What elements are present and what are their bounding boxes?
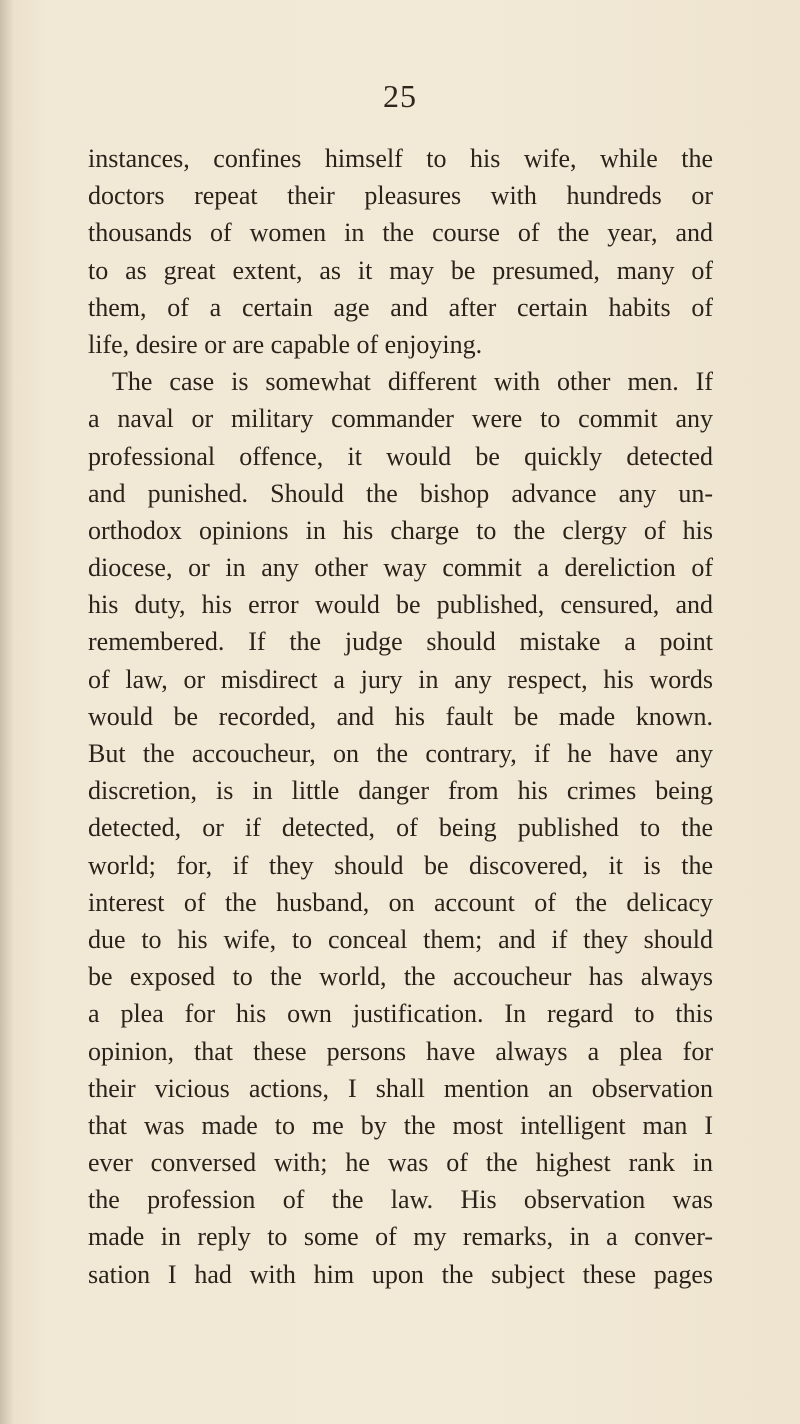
text-line: his duty, his error would be published, censured, and — [88, 590, 713, 620]
text-line: remembered. If the judge should mistake a point — [88, 627, 713, 657]
body-text — [88, 140, 713, 1293]
text-line: to as great extent, as it may be presumed, many of — [88, 255, 713, 285]
text-line: their vicious actions, I shall mention an observation — [88, 1073, 713, 1103]
text-line: them, of a certain age and after certain habits of — [88, 292, 713, 322]
text-line: a naval or military commander were to commit any — [88, 404, 713, 434]
text-line: the profession of the law. His observation was — [88, 1185, 713, 1215]
text-line: sation I had with him upon the subject these pages — [88, 1259, 713, 1289]
text-line: be exposed to the world, the accoucheur has always — [88, 962, 713, 992]
text-line: would be recorded, and his fault be made known. — [88, 701, 713, 731]
text-line: thousands of women in the course of the year, and — [88, 218, 713, 248]
gutter-shadow — [0, 0, 14, 1424]
text-line: interest of the husband, on account of the delicacy — [88, 887, 713, 917]
text-line: professional offence, it would be quickly detected — [88, 441, 713, 471]
text-line: detected, or if detected, of being published to the — [88, 813, 713, 843]
text-line: discretion, is in little danger from his crimes being — [88, 776, 713, 806]
page-number: 25 — [383, 78, 417, 114]
text-line: doctors repeat their pleasures with hundreds or — [88, 181, 713, 211]
text-line: world; for, if they should be discovered, it is the — [88, 850, 713, 880]
text-line: that was made to me by the most intelligent man I — [88, 1110, 713, 1140]
text-line: made in reply to some of my remarks, in a conver- — [88, 1222, 713, 1252]
text-line: and punished. Should the bishop advance any un- — [88, 478, 713, 508]
text-line: of law, or misdirect a jury in any respect, his words — [88, 664, 713, 694]
text-line: a plea for his own justification. In regard to this — [88, 999, 713, 1029]
text-line: diocese, or in any other way commit a dereliction of — [88, 553, 713, 583]
text-line: due to his wife, to conceal them; and if they should — [88, 924, 713, 954]
text-line: instances, confines himself to his wife, while the — [88, 144, 713, 173]
text-line: The case is somewhat different with other men. If — [112, 367, 713, 397]
text-line: life, desire or are capable of enjoying. — [88, 329, 483, 359]
text-line: opinion, that these persons have always a plea for — [88, 1036, 713, 1066]
text-line: orthodox opinions in his charge to the clergy of his — [88, 515, 713, 545]
text-line: ever conversed with; he was of the highest rank in — [88, 1148, 713, 1178]
text-line: But the accoucheur, on the contrary, if he have any — [88, 739, 713, 768]
